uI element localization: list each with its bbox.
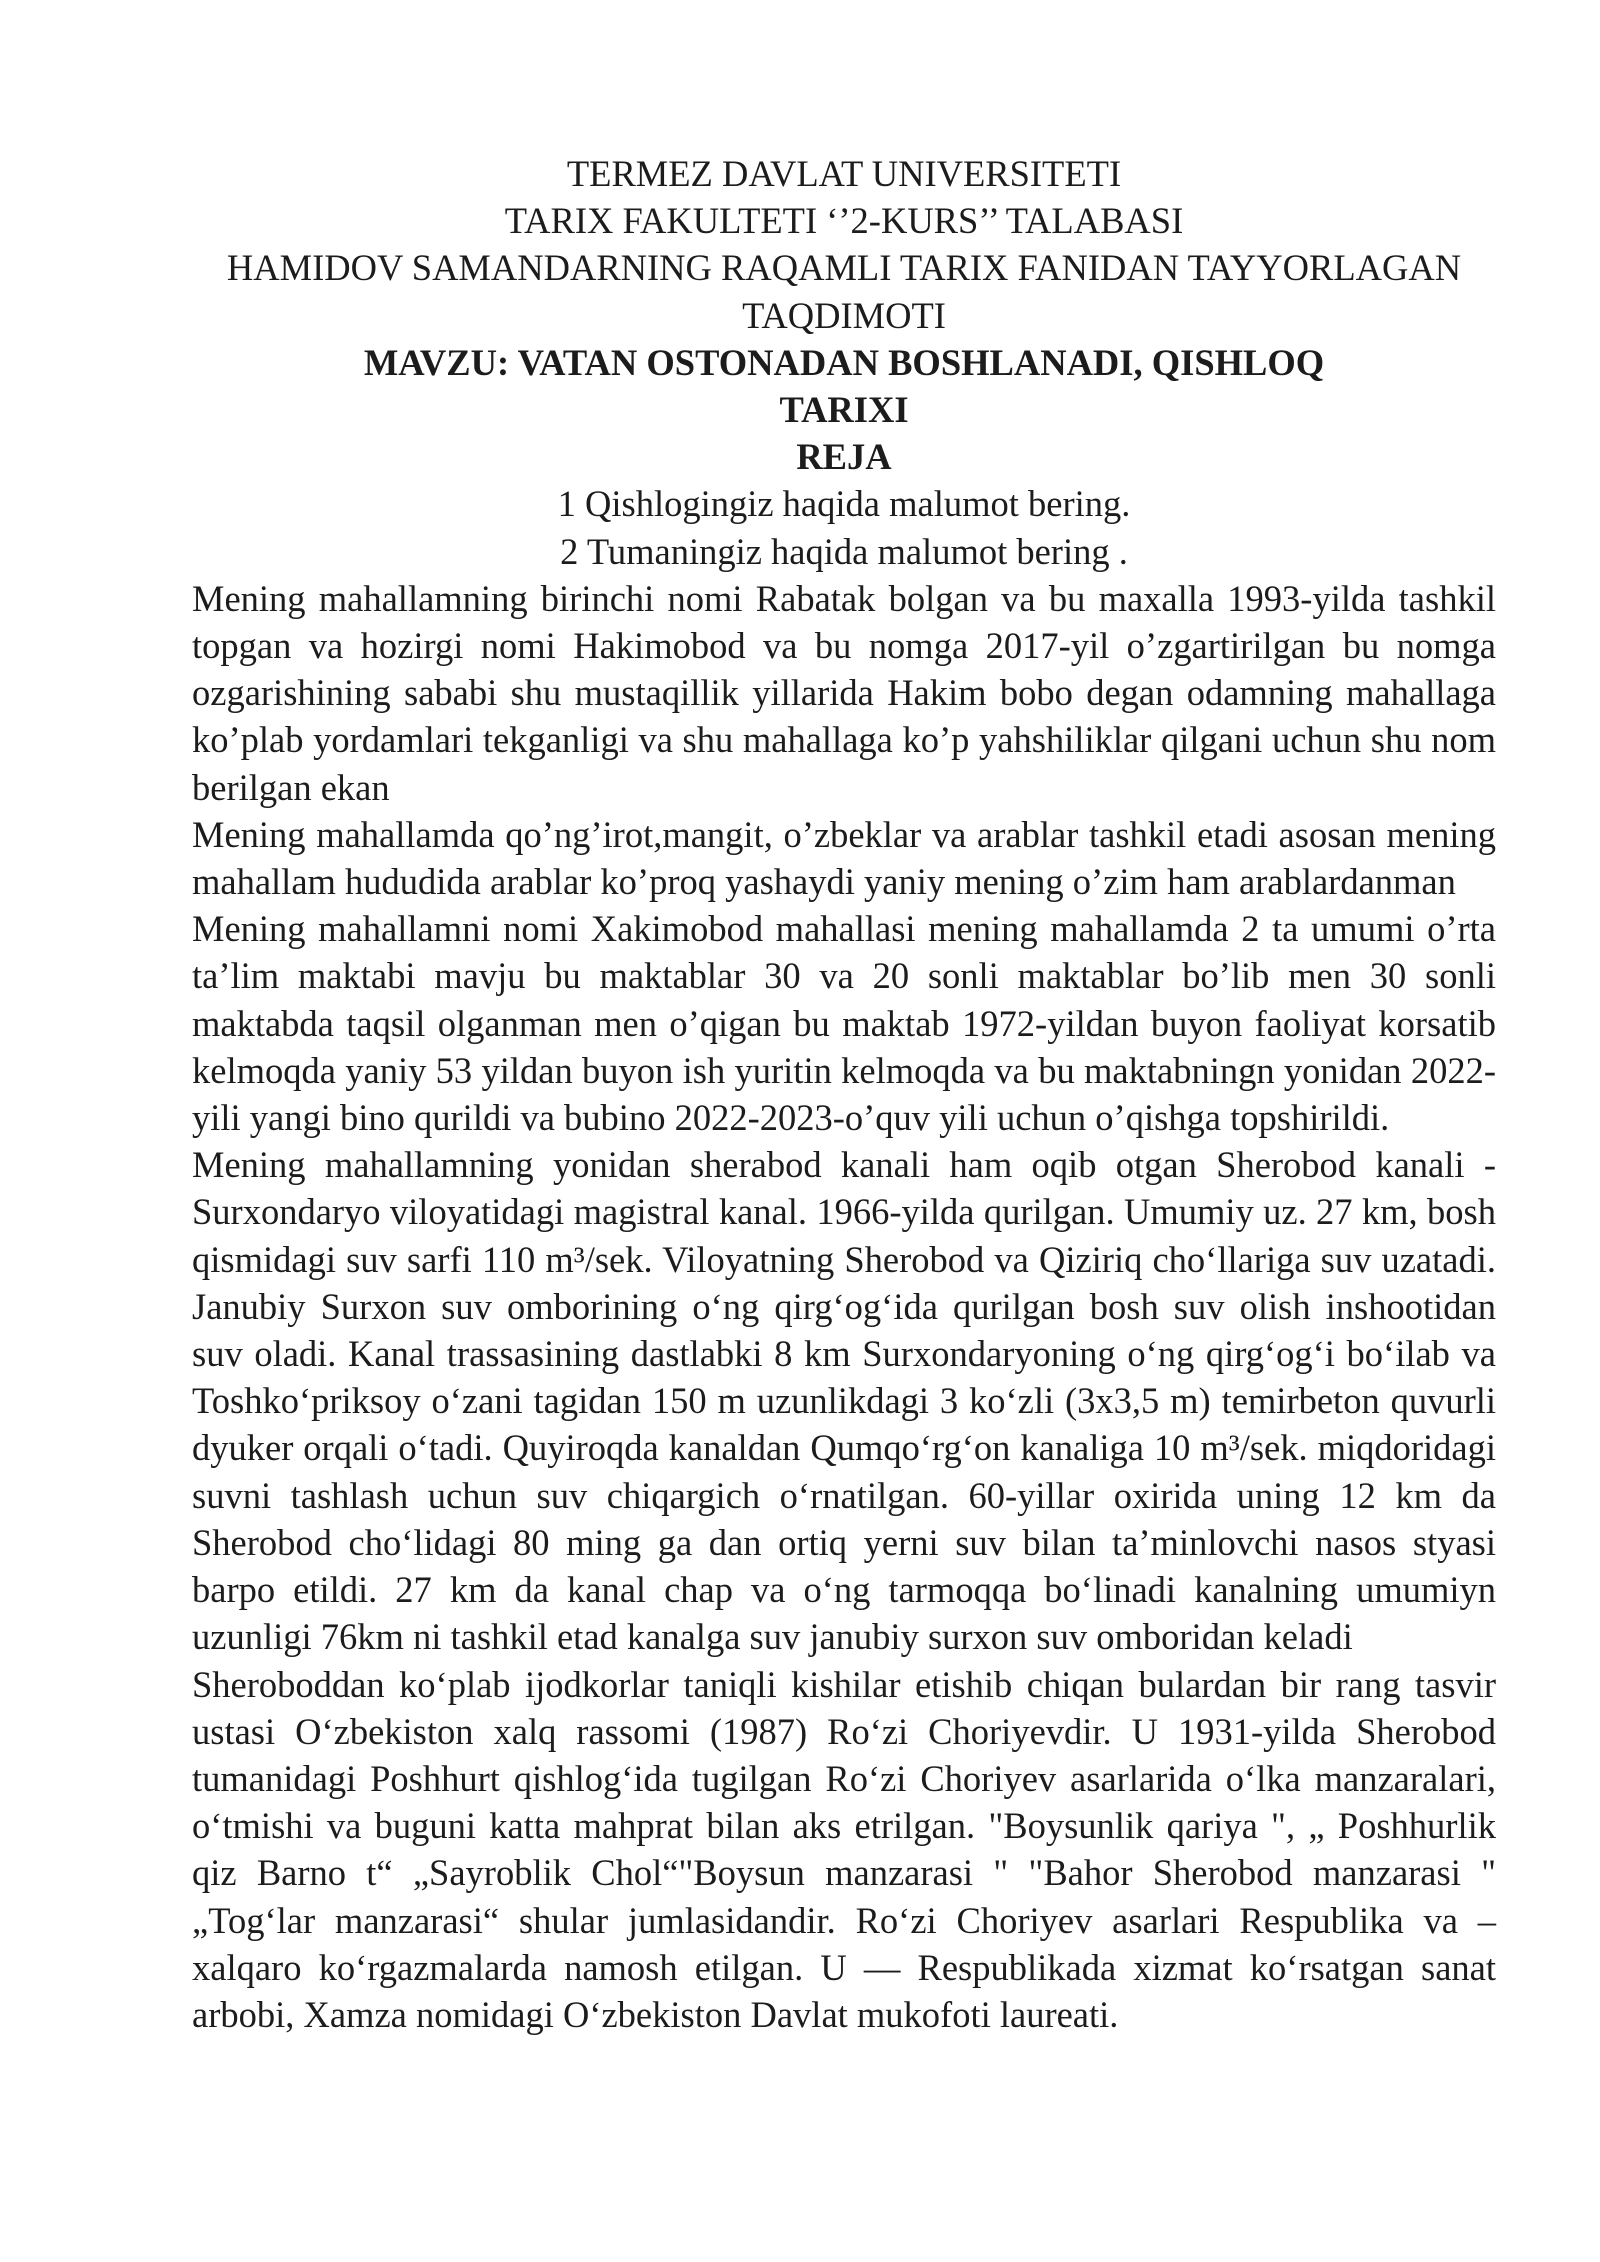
plan-heading: REJA <box>796 436 892 478</box>
paragraph-mahalla-name: Mening mahallamning birinchi nomi Rabatak bolgan va bu maxalla 1993-yilda tashkil topgan va hozirgi nomi Hakimobod va bu nomga 2017-yil o’zgartirilgan bu nomga ozgarishining sababi shu mustaqillik yillarida Hakim bobo degan odamning mahallaga ko’plab yordamlari tekganligi va shu mahallaga ko’p yahshiliklar qilgani uchun shu nom berilgan ekan <box>192 577 1496 808</box>
topic-heading: MAVZU: VATAN OSTONADAN BOSHLANADI, QISHLOQ TARIXI <box>363 341 1325 431</box>
plan-item-2: 2 Tumaningiz haqida malumot bering . <box>560 530 1128 572</box>
faculty-line: TARIX FAKULTETI ‘’2-KURS’’ TALABASI <box>504 200 1184 242</box>
author-line: HAMIDOV SAMANDARNING RAQAMLI TARIX FANIDAN TAYYORLAGAN TAQDIMOTI <box>226 247 1462 336</box>
document-page <box>192 150 1496 2038</box>
university-name: TERMEZ DAVLAT UNIVERSITETI <box>566 153 1122 194</box>
paragraph-artists: Sheroboddan ko‘plab ijodkorlar taniqli kishilar etishib chiqan bulardan bir rang tasvir ustasi O‘zbekiston xalq rassomi (1987) Ro‘zi Choriyevdir. U 1931-yilda Sherobod tumanidagi Poshhurt qishlog‘ida tugilgan Ro‘zi Choriyev asarlarida o‘lka manzaralari, o‘tmishi va buguni katta mahprat bilan aks etrilgan. "Boysunlik qariya ", „ Poshhurlik qiz Barno t“ „Sayroblik Chol“"Boysun manzarasi " "Bahor Sherobod manzarasi " „Tog‘lar manzarasi“ shular jumlasidandir. Ro‘zi Choriyev asarlari Respublika va – xalqaro ko‘rgazmalarda namosh etilgan. U — Respublikada xizmat ko‘rsatgan sanat arbobi, Xamza nomidagi O‘zbekiston Davlat mukofoti laureati. <box>192 1663 1496 2035</box>
paragraph-canal: Mening mahallamning yonidan sherabod kanali ham oqib otgan Sherobod kanali - Surxondaryo viloyatidagi magistral kanal. 1966-yilda qurilgan. Umumiy uz. 27 km, bosh qismidagi suv sarfi 110 m³/sek. Viloyatning Sherobod va Qiziriq cho‘llariga suv uzatadi. Janubiy Surxon suv omborining o‘ng qirg‘og‘ida qurilgan bosh suv olish inshootidan suv oladi. Kanal trassasining dastlabki 8 km Surxondaryoning o‘ng qirg‘og‘i bo‘ilab va Toshko‘priksoy o‘zani tagidan 150 m uzunlikdagi 3 ko‘zli (3x3,5 m) temirbeton quvurli dyuker orqali o‘tadi. Quyiroqda kanaldan Qumqo‘rg‘on kanaliga 10 m³/sek. miqdoridagi suvni tashlash uchun suv chiqargich o‘rnatilgan. 60-yillar oxirida uning 12 km da Sherobod cho‘lidagi 80 ming ga dan ortiq yerni suv bilan ta’minlovchi nasos styasi barpo etildi. 27 km da kanal chap va o‘ng tarmoqqa bo‘linadi kanalning umumiyn uzunligi 76km ni tashkil etad kanalga suv janubiy surxon suv omboridan keladi <box>192 1144 1496 1658</box>
paragraph-school: Mening mahallamni nomi Xakimobod mahallasi mening mahallamda 2 ta umumi o’rta ta’lim maktabi mavju bu maktablar 30 va 20 sonli maktablar bo’lib men 30 sonli maktabda taqsil olganman men o’qigan bu maktab 1972-yildan buyon faoliyat korsatib kelmoqda yaniy 53 yildan buyon ish yuritin kelmoqda va bu maktabningn yonidan 2022-yili yangi bino qurildi va bubino 2022-2023-o’quv yili uchun o’qishga topshirildi. <box>192 908 1496 1139</box>
plan-item-1: 1 Qishlogingiz haqida malumot bering. <box>557 483 1131 525</box>
paragraph-population: Mening mahallamda qo’ng’irot,mangit, o’zbeklar va arablar tashkil etadi asosan mening mahallam hududida arablar ko’proq yashaydi yaniy mening o’zim ham arablardanman <box>192 813 1496 903</box>
